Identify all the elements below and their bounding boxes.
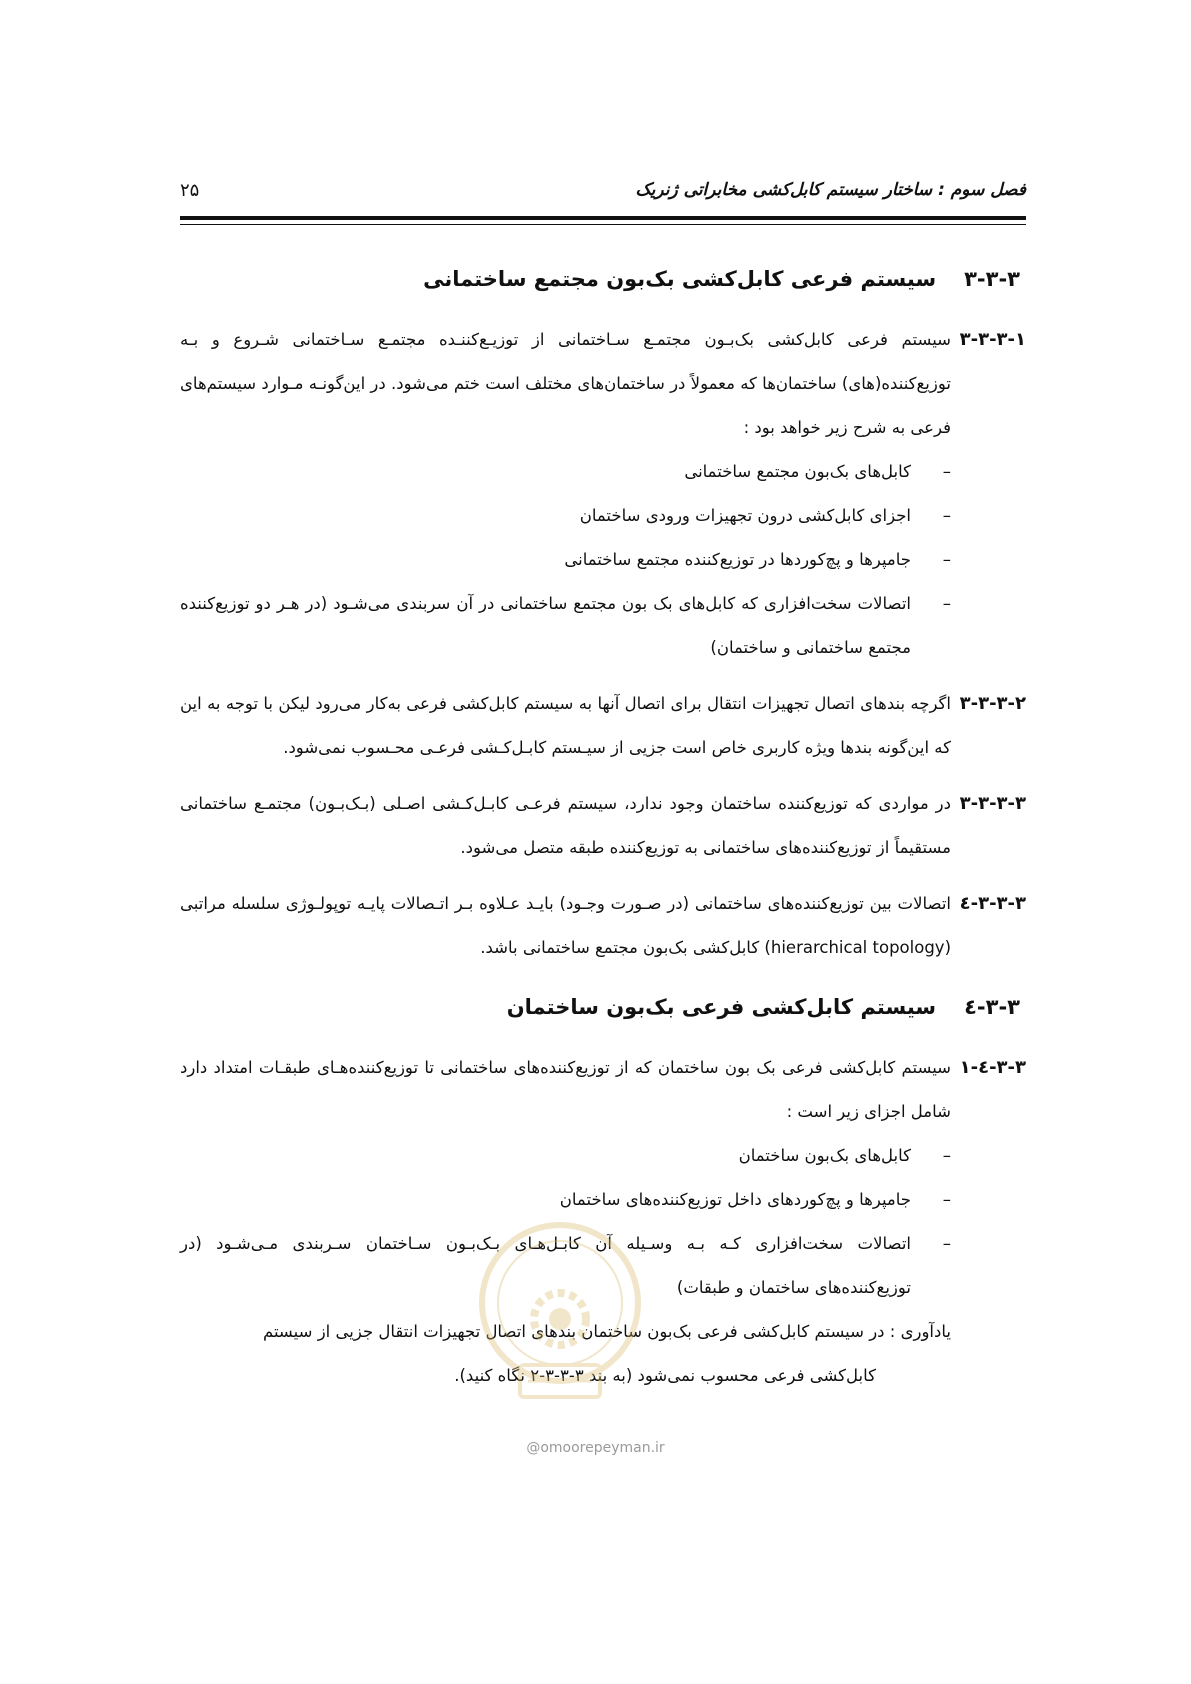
paragraph-number: ۳-۳-۳-٤ (959, 893, 1026, 914)
note (180, 1310, 1026, 1398)
list-item: – کابل‌های بک‌بون مجتمع ساختمانی (180, 450, 951, 494)
section-title: سیستم فرعی کابل‌کشی بک‌بون مجتمع ساختمانی (423, 267, 937, 291)
publisher-website: @omoorepeyman.ir (526, 1440, 665, 1456)
list-item: – اجزای کابل‌کشی درون تجهیزات ورودی ساختمان (180, 494, 951, 538)
section-heading-4 (180, 990, 1026, 1024)
section-title: سیستم کابل‌کشی فرعی بک‌بون ساختمان (506, 995, 937, 1019)
section-number: ۳-۳-٤ (964, 995, 1020, 1019)
main-content (180, 262, 1026, 1398)
section-number: ۳-۳-۳ (964, 267, 1020, 291)
paragraph-3-3-3-1 (180, 318, 1026, 670)
section-heading-3 (180, 262, 1026, 296)
list-item: – کابل‌های بک‌بون ساختمان (180, 1134, 951, 1178)
header-rule-thick (180, 216, 1026, 220)
paragraph-3-3-3-3 (180, 782, 1026, 870)
running-header (180, 180, 1026, 210)
page-number: ۲۵ (180, 180, 200, 201)
paragraph-text: در مواردی که توزیع‌کننده ساختمان وجود ندارد، سیستم فرعـی کابـل‌کـشی اصـلی (بـک‌بـون) مجتمـع ساختمانی مستقیماً از توزیع‌کننده‌های ساختمانی به توزیع‌کننده طبقه متصل می‌شود. (180, 794, 951, 857)
paragraph-number: ۳-۳-٤-۱ (959, 1057, 1026, 1078)
list-item: – جامپرها و پچ‌کوردها در توزیع‌کننده مجتمع ساختمانی (180, 538, 951, 582)
paragraph-number: ۳-۳-۳-۱ (959, 329, 1026, 350)
component-list (180, 1134, 951, 1310)
paragraph-3-3-4-1 (180, 1046, 1026, 1310)
paragraph-text: اگرچه بندهای اتصال تجهیزات انتقال برای اتصال آنها به سیستم کابل‌کشی فرعی به‌کار می‌رود لیکن با توجه به این که این‌گونه بندها ویژه کاربری خاص است جزیی از سیـستم کابـل‌کـشی فرعـی محـسوب نمی‌شود. (180, 694, 951, 757)
paragraph-3-3-3-4 (180, 882, 1026, 970)
header-rule-thin (180, 224, 1026, 225)
paragraph-text: اتصالات بین توزیع‌کننده‌های ساختمانی (در صـورت وجـود) بایـد عـلاوه بـر اتـصالات پایـه توپولـوژی سلسله مراتبی (hierarchical topology) کابل‌کشی بک‌بون مجتمع ساختمانی باشد. (180, 894, 951, 957)
list-item: – جامپرها و پچ‌کوردهای داخل توزیع‌کننده‌های ساختمان (180, 1178, 951, 1222)
paragraph-text: سیستم فرعی کابل‌کشی بک‌بـون مجتمـع سـاختمانی از توزیـع‌کننـده مجتمـع سـاختمانی شـروع و بـه توزیع‌کننده(های) ساختمان‌ها که معمولاً در ساختمان‌های مختلف است ختم می‌شود. در این‌گونـه مـوارد سیستم‌های فرعی به شرح زیر خواهد بود : (180, 330, 951, 437)
list-item: – اتصالات سخت‌افزاری کـه بـه وسـیله آن کابـل‌هـای بـک‌بـون سـاختمان سـربندی مـی‌شـود (در توزیع‌کننده‌های ساختمان و طبقات) (180, 1222, 951, 1310)
paragraph-3-3-3-2 (180, 682, 1026, 770)
note-text: در سیستم کابل‌کشی فرعی بک‌بون ساختمان بندهای اتصال تجهیزات انتقال جزیی از سیستم (262, 1322, 885, 1341)
component-list (180, 450, 951, 670)
paragraph-text: سیستم کابل‌کشی فرعی بک بون ساختمان که از توزیع‌کننده‌های ساختمانی تا توزیع‌کننده‌هـای طبقـات امتداد دارد شامل اجزای زیر است : (180, 1058, 951, 1121)
paragraph-number: ۳-۳-۳-۲ (959, 693, 1026, 714)
note-label: یادآوری : (889, 1322, 951, 1341)
list-item: – اتصالات سخت‌افزاری که کابل‌های بک بون مجتمع ساختمانی در آن سربندی می‌شـود (در هـر دو توزیع‌کننده مجتمع ساختمانی و ساختمان) (180, 582, 951, 670)
paragraph-number: ۳-۳-۳-۳ (959, 793, 1026, 814)
chapter-title: فصل سوم : ساختار سیستم کابل‌کشی مخابراتی ژنریک (635, 180, 1026, 200)
note-text-continued: کابل‌کشی فرعی محسوب نمی‌شود (به بند ۳-۳-۳-۲ نگاه کنید). (454, 1366, 876, 1385)
